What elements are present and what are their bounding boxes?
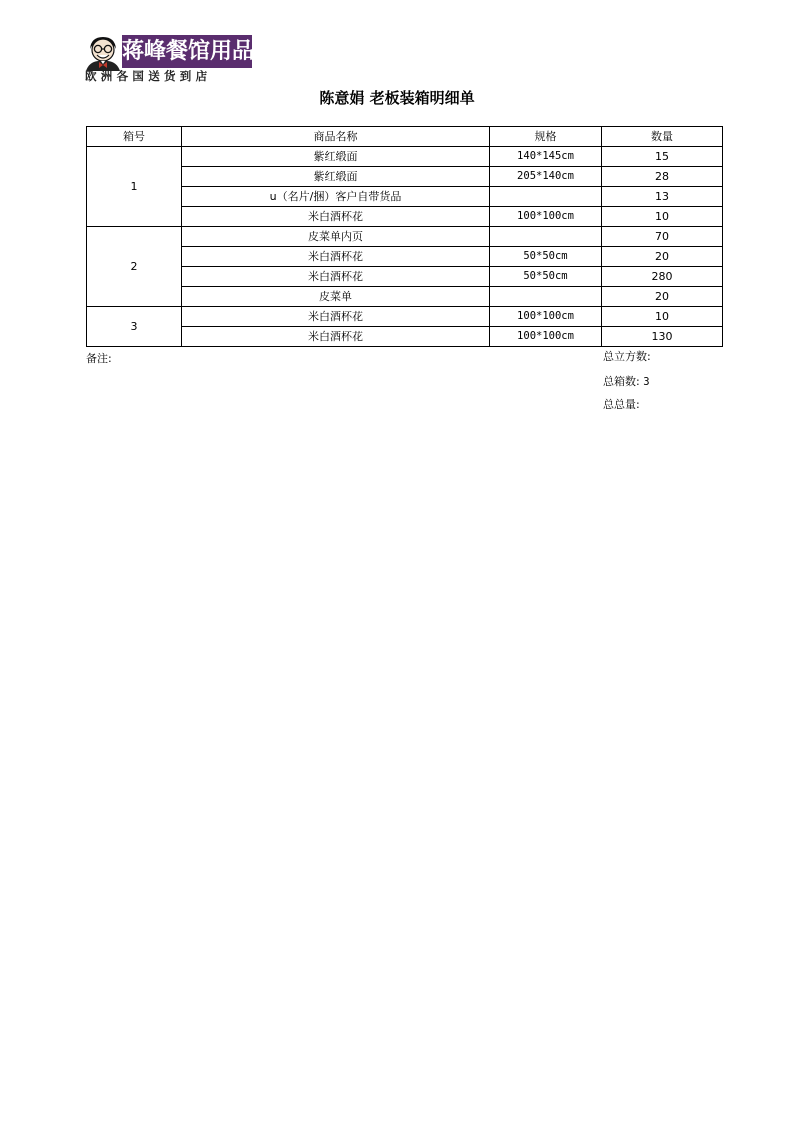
product-name-cell: 紫红缎面 [182, 167, 490, 187]
table-row [87, 327, 723, 347]
total-volume-label: 总立方数: [603, 350, 651, 363]
product-name-cell: 米白酒杯花 [182, 207, 490, 227]
table-row [87, 227, 723, 247]
document-title: 陈意娟 老板装箱明细单 [319, 89, 475, 107]
quantity-cell: 10 [602, 307, 723, 327]
quantity-cell: 10 [602, 207, 723, 227]
logo-brand-name: 蒋峰餐馆用品 [122, 39, 255, 64]
header-box-number: 箱号 [87, 127, 182, 147]
quantity-cell: 130 [602, 327, 723, 347]
header-quantity: 数量 [602, 127, 723, 147]
spec-cell [490, 187, 602, 207]
quantity-cell: 13 [602, 187, 723, 207]
quantity-cell: 28 [602, 167, 723, 187]
product-name-cell: 米白酒杯花 [182, 267, 490, 287]
total-boxes-line [603, 375, 650, 389]
table-row [87, 187, 723, 207]
product-name-cell: 皮菜单内页 [182, 227, 490, 247]
quantity-cell: 15 [602, 147, 723, 167]
total-boxes-label: 总箱数: [603, 375, 640, 388]
product-name-cell: 皮菜单 [182, 287, 490, 307]
packing-list-table [86, 126, 723, 347]
table-row [87, 147, 723, 167]
remarks-label: 备注: [86, 352, 112, 365]
table-row [87, 167, 723, 187]
logo-banner [84, 35, 255, 68]
table-header-row [87, 127, 723, 147]
product-name-cell: 米白酒杯花 [182, 307, 490, 327]
table-row [87, 267, 723, 287]
logo-tagline: 欧洲各国送货到店 [85, 69, 212, 83]
quantity-cell: 20 [602, 287, 723, 307]
company-logo [84, 35, 254, 85]
quantity-cell: 280 [602, 267, 723, 287]
spec-cell [490, 227, 602, 247]
table-row [87, 207, 723, 227]
total-boxes-value: 3 [643, 376, 650, 388]
spec-cell: 100*100cm [490, 327, 602, 347]
product-name-cell: 紫红缎面 [182, 147, 490, 167]
spec-cell: 100*100cm [490, 207, 602, 227]
header-spec: 规格 [490, 127, 602, 147]
box-number-cell: 3 [87, 307, 182, 347]
spec-cell [490, 287, 602, 307]
product-name-cell: 米白酒杯花 [182, 247, 490, 267]
spec-cell: 50*50cm [490, 247, 602, 267]
product-name-cell: 米白酒杯花 [182, 327, 490, 347]
box-number-cell: 1 [87, 147, 182, 227]
quantity-cell: 70 [602, 227, 723, 247]
spec-cell: 205*140cm [490, 167, 602, 187]
product-name-cell: u（名片/捆）客户自带货品 [182, 187, 490, 207]
man-portrait-icon [84, 35, 122, 71]
total-weight-label: 总总量: [603, 398, 640, 411]
table-row [87, 247, 723, 267]
spec-cell: 50*50cm [490, 267, 602, 287]
table-row [87, 307, 723, 327]
spec-cell: 100*100cm [490, 307, 602, 327]
box-number-cell: 2 [87, 227, 182, 307]
table-row [87, 287, 723, 307]
header-product-name: 商品名称 [182, 127, 490, 147]
quantity-cell: 20 [602, 247, 723, 267]
spec-cell: 140*145cm [490, 147, 602, 167]
